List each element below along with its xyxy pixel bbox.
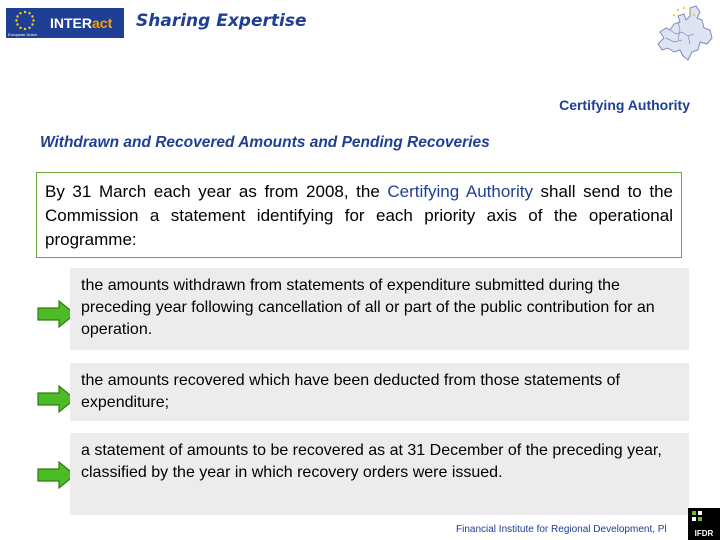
ifdr-logo-text: IFDR [694,529,714,538]
list-item: a statement of amounts to be recovered as at 31 December of the preceding year, classified by the year in which recovery orders were issued. [70,433,689,515]
intro-part1: By 31 March each year as from 2008, the [45,182,388,201]
eu-caption: European Union [8,32,37,37]
ifdr-logo-icon [688,508,720,540]
brand-main: INTER [50,15,92,31]
list-item: the amounts recovered which have been deducted from those statements of expenditure; [70,363,689,421]
tagline: Sharing Expertise [136,11,307,31]
intro-text-box [36,172,682,258]
brand-accent: act [92,15,113,31]
europe-map-icon [650,4,718,64]
intro-part2: shall send to the Commission a statement identifying for each priority axis of the operational programme: [45,182,673,249]
intro-highlight: Certifying Authority [387,182,533,201]
eu-flag-icon [6,8,44,38]
section-subtitle: Withdrawn and Recovered Amounts and Pending Recoveries [40,134,490,151]
page-title: Certifying Authority [559,97,690,113]
footer-text: Financial Institute for Regional Development, Pl [456,524,667,535]
interact-logo [6,8,124,38]
list-item: the amounts withdrawn from statements of expenditure submitted during the preceding year following cancellation of all or part of the public contribution for an operation. [70,268,689,350]
brand-name [44,8,124,38]
